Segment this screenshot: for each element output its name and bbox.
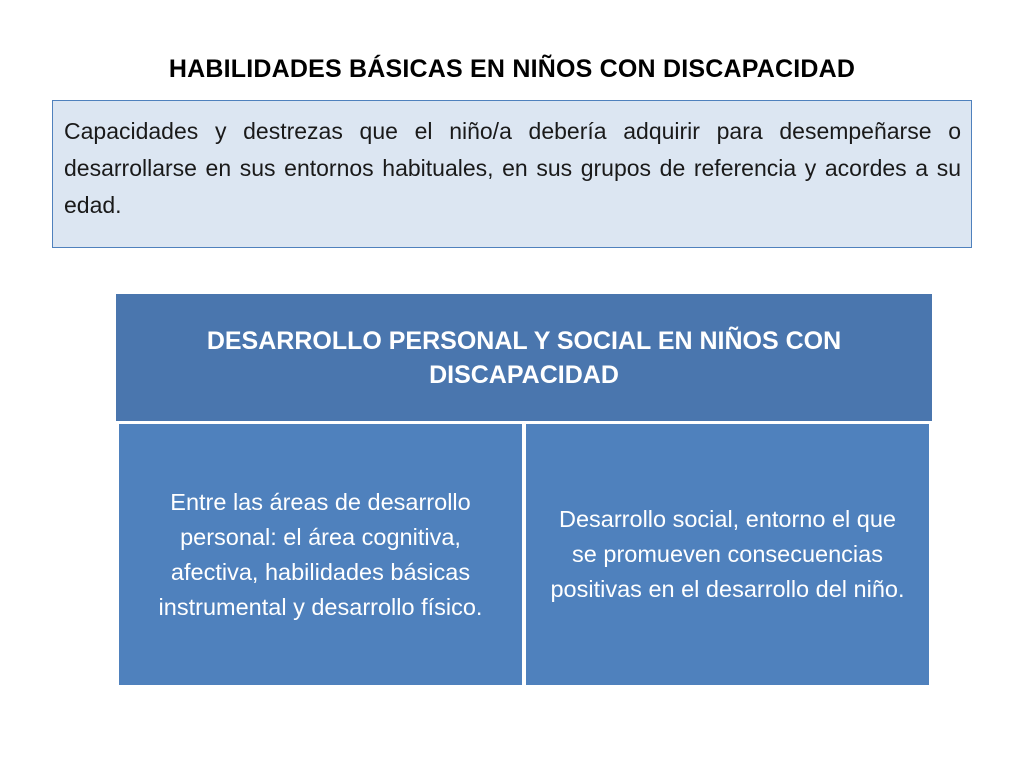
definition-box — [52, 100, 972, 248]
personal-development-box — [116, 421, 525, 688]
diagram-header-box — [116, 294, 932, 421]
personal-development-text: Entre las áreas de desarrollo personal: el área cognitiva, afectiva, habilidades básicas instrumental y desarrollo físico. — [158, 488, 483, 620]
hierarchy-diagram — [116, 294, 932, 688]
slide-title: HABILIDADES BÁSICAS EN NIÑOS CON DISCAPACIDAD — [168, 54, 856, 83]
diagram-header-text: DESARROLLO PERSONAL Y SOCIAL EN NIÑOS CON DISCAPACIDAD — [206, 326, 842, 389]
definition-text: Capacidades y destrezas que el niño/a debería adquirir para desempeñarse o desarrollarse en sus entornos habituales, en sus grupos de referencia y acordes a su edad. — [64, 118, 961, 218]
social-development-text: Desarrollo social, entorno el que se promueven consecuencias positivas en el desarrollo del niño. — [550, 506, 905, 602]
social-development-box — [523, 421, 932, 688]
